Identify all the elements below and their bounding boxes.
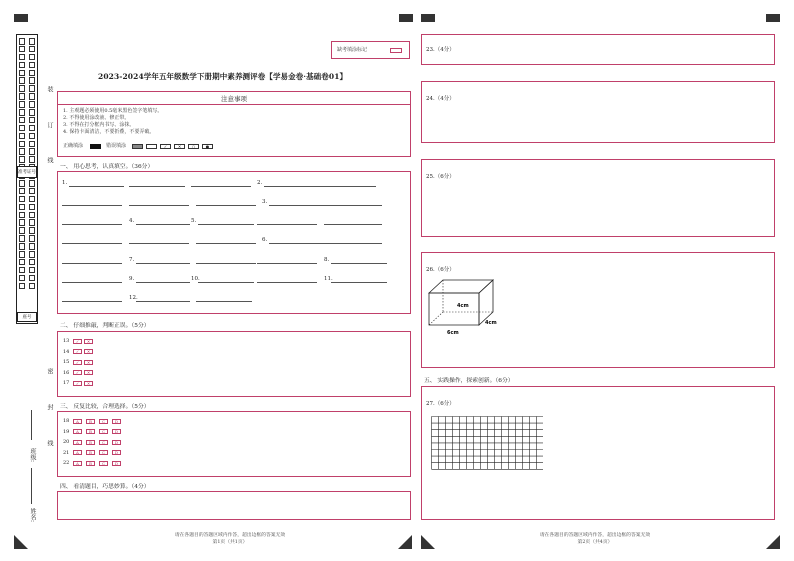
choice-option-box[interactable]: A	[73, 440, 82, 445]
exam-id-cell[interactable]	[19, 204, 25, 211]
section2-label: 二、 仔细推敲，判断正误。（5分）	[60, 323, 150, 329]
exam-id-cell[interactable]	[19, 38, 25, 45]
q23-label: 23.（4分）	[426, 47, 455, 53]
binding-char-2: 订	[46, 122, 53, 128]
notice-item-3: 3. 不得在打分框内书写、涂抹。	[63, 122, 135, 128]
choice-row	[63, 429, 125, 435]
true-false-row	[63, 349, 95, 355]
choice-option-box[interactable]: C	[99, 429, 108, 434]
exam-id-cell[interactable]	[19, 275, 25, 282]
left-footer-page: 第1页（共1页）	[212, 540, 248, 545]
fill-blank-number: 7.	[129, 257, 135, 263]
q24-label: 24.（4分）	[426, 96, 455, 102]
fill-correct-sample	[90, 144, 101, 149]
fill-blank-line[interactable]	[257, 263, 317, 264]
section1-answer-box	[57, 171, 411, 314]
registration-triangle-bottom-mid-left	[398, 535, 412, 549]
choice-option-box[interactable]: C	[99, 419, 108, 424]
fill-correct-label: 正确填涂	[63, 143, 84, 149]
cuboid-side-face	[479, 280, 493, 325]
fill-blank-line[interactable]	[318, 186, 376, 187]
fill-blank-line[interactable]	[331, 263, 387, 264]
false-option-box[interactable]: ✕	[84, 349, 93, 354]
exam-id-cell[interactable]	[19, 180, 25, 187]
exam-id-cell[interactable]	[29, 62, 35, 69]
section5-label: 五、 实践操作，探索创新。（6分）	[424, 378, 514, 384]
exam-id-cell[interactable]	[29, 267, 35, 274]
choice-option-box[interactable]: B	[86, 440, 95, 445]
absent-mark-checkbox[interactable]	[390, 48, 402, 53]
fill-blank-line[interactable]	[136, 224, 190, 225]
exam-id-cell[interactable]	[19, 77, 25, 84]
choice-option-box[interactable]: A	[73, 461, 82, 466]
choice-option-box[interactable]: D	[112, 461, 121, 466]
fill-blank-line[interactable]	[129, 243, 189, 244]
exam-id-cell[interactable]	[19, 235, 25, 242]
exam-id-cell[interactable]	[19, 188, 25, 195]
question-number: 16	[63, 369, 70, 376]
true-false-row	[63, 380, 95, 386]
registration-mark-top-mid-left	[399, 14, 413, 22]
q26-label: 26.（6分）	[426, 267, 455, 273]
q26-answer-box[interactable]	[421, 252, 775, 368]
true-option-box[interactable]: ✓	[73, 339, 82, 344]
fill-blank-number: 8.	[324, 257, 330, 263]
true-option-box[interactable]: ✓	[73, 370, 82, 375]
true-false-row	[63, 359, 95, 365]
exam-id-cell[interactable]	[19, 93, 25, 100]
notice-title: 注意事项	[221, 95, 247, 103]
cuboid-top-face	[429, 280, 493, 293]
true-option-box[interactable]: ✓	[73, 349, 82, 354]
q24-answer-box[interactable]	[421, 81, 775, 143]
square-grid[interactable]	[431, 416, 543, 470]
registration-mark-top-left	[14, 14, 28, 22]
question-number: 17	[63, 380, 70, 386]
fill-blank-number: 6.	[262, 237, 268, 243]
exam-id-cell[interactable]	[29, 156, 35, 163]
exam-id-cell[interactable]	[19, 85, 25, 92]
q25-label: 25.（6分）	[426, 174, 455, 180]
fill-blank-line[interactable]	[196, 263, 256, 264]
fill-wrong-sample-5: ○	[188, 144, 199, 149]
q25-answer-box[interactable]	[421, 159, 775, 237]
question-number: 14	[63, 348, 70, 355]
seat-label-box: 座号	[17, 312, 37, 322]
section1-label: 一、 用心思考，认真填空。（36分）	[60, 164, 154, 170]
fill-wrong-sample-3: ✓	[160, 144, 171, 149]
section4-answer-box[interactable]	[57, 491, 411, 520]
fill-blank-line[interactable]	[196, 301, 252, 302]
binding-char-1: 装	[46, 86, 53, 92]
exam-id-cell[interactable]	[19, 117, 25, 124]
choice-row	[63, 439, 125, 445]
choice-option-box[interactable]: B	[86, 419, 95, 424]
choice-row	[63, 460, 125, 466]
cuboid-label-length: 6cm	[447, 330, 459, 336]
cuboid-hidden-edge-depth	[429, 312, 443, 325]
exam-id-cell[interactable]	[19, 227, 25, 234]
exam-id-cell[interactable]	[19, 251, 25, 258]
fill-blank-line[interactable]	[136, 263, 190, 264]
fill-blank-line[interactable]	[269, 205, 325, 206]
cuboid-figure	[427, 277, 507, 337]
q23-answer-box[interactable]	[421, 34, 775, 65]
exam-id-cell[interactable]	[19, 109, 25, 116]
seal-char-3: 线	[46, 440, 53, 446]
right-footer-notice: 请在各题目的答题区域内作答，超出边框的答案无效	[539, 533, 651, 538]
q27-label: 27.（6分）	[426, 401, 455, 407]
exam-id-cell[interactable]	[29, 148, 35, 155]
fill-blank-line[interactable]	[69, 186, 124, 187]
cuboid-label-height: 4cm	[457, 303, 469, 309]
fill-blank-number: 9.	[129, 276, 135, 282]
choice-option-box[interactable]: A	[73, 419, 82, 424]
fill-blank-line[interactable]	[196, 205, 256, 206]
exam-no-label-box: 准考证号	[17, 166, 37, 178]
fill-blank-number: 5.	[191, 218, 197, 224]
right-footer	[505, 532, 685, 546]
section3-answer-box	[57, 411, 411, 477]
registration-mark-top-mid-right	[421, 14, 435, 22]
seal-char-1: 密	[46, 368, 53, 374]
notice-item-4: 4. 保持卡面清洁，不要折叠，不要弄破。	[63, 129, 155, 135]
choice-option-box[interactable]: B	[86, 450, 95, 455]
cuboid-label-depth: 4cm	[485, 320, 497, 326]
exam-id-cell[interactable]	[29, 227, 35, 234]
fill-blank-line[interactable]	[324, 205, 382, 206]
exam-id-cell[interactable]	[19, 196, 25, 203]
name-blank-line[interactable]	[31, 468, 32, 504]
cuboid-front-face	[429, 293, 479, 325]
fill-blank-number: 1.	[62, 180, 68, 186]
exam-id-cell[interactable]	[29, 251, 35, 258]
choice-option-box[interactable]: D	[112, 429, 121, 434]
fill-blank-line[interactable]	[196, 243, 256, 244]
exam-id-cell[interactable]	[29, 77, 35, 84]
exam-id-cell[interactable]	[29, 188, 35, 195]
false-option-box[interactable]: ✕	[84, 381, 93, 386]
fill-wrong-sample-4: ✕	[174, 144, 185, 149]
fill-blank-line[interactable]	[62, 224, 122, 225]
notice-item-1: 1. 主观题必须使用0.5毫米黑色签字笔填写。	[63, 108, 163, 114]
exam-id-cell[interactable]	[29, 93, 35, 100]
registration-triangle-bottom-left	[14, 535, 28, 549]
fill-blank-line[interactable]	[62, 282, 122, 283]
registration-triangle-bottom-mid-right	[421, 535, 435, 549]
fill-wrong-sample-6: ●	[202, 144, 213, 149]
exam-id-cell[interactable]	[29, 70, 35, 77]
exam-id-cell[interactable]	[19, 243, 25, 250]
fill-blank-line[interactable]	[198, 224, 254, 225]
question-number: 19	[63, 428, 70, 435]
class-blank-line[interactable]	[31, 410, 32, 440]
choice-option-box[interactable]: B	[86, 429, 95, 434]
right-footer-page: 第2页（共4页）	[577, 540, 613, 545]
absent-mark-box[interactable]	[331, 41, 410, 59]
choice-option-box[interactable]: D	[112, 440, 121, 445]
fill-blank-number: 11.	[324, 276, 333, 282]
fill-blank-line[interactable]	[62, 205, 122, 206]
registration-mark-top-right	[766, 14, 780, 22]
choice-row	[63, 450, 125, 456]
question-number: 22	[63, 460, 70, 466]
left-footer	[140, 532, 320, 546]
question-number: 21	[63, 449, 70, 456]
exam-id-cell[interactable]	[19, 54, 25, 61]
exam-id-cell[interactable]	[29, 117, 35, 124]
fill-blank-line[interactable]	[257, 282, 317, 283]
choice-option-box[interactable]: D	[112, 450, 121, 455]
exam-id-cell[interactable]	[19, 283, 25, 290]
fill-wrong-label: 错误填涂	[106, 143, 127, 149]
exam-id-cell[interactable]	[29, 235, 35, 242]
exam-id-cell[interactable]	[29, 243, 35, 250]
fill-blank-number: 12.	[129, 295, 138, 301]
exam-id-grid[interactable]	[16, 34, 38, 324]
choice-option-box[interactable]: C	[99, 461, 108, 466]
exam-id-cell[interactable]	[19, 267, 25, 274]
seal-char-2: 封	[46, 404, 53, 410]
exam-id-cell[interactable]	[29, 196, 35, 203]
fill-blank-number: 2.	[257, 180, 263, 186]
name-label: 姓名:	[29, 508, 36, 523]
fill-blank-line[interactable]	[264, 186, 319, 187]
fill-blank-line[interactable]	[129, 205, 189, 206]
false-option-box[interactable]: ✕	[84, 370, 93, 375]
exam-id-cell[interactable]	[29, 259, 35, 266]
choice-option-box[interactable]: C	[99, 450, 108, 455]
binding-char-3: 线	[46, 157, 53, 163]
exam-id-cell[interactable]	[19, 70, 25, 77]
true-option-box[interactable]: ✓	[73, 381, 82, 386]
notice-box	[57, 91, 411, 157]
exam-id-cell[interactable]	[29, 109, 35, 116]
true-false-row	[63, 370, 95, 376]
fill-blank-line[interactable]	[62, 243, 122, 244]
page-title: 2023-2024学年五年级数学下册期中素养测评卷【学易金卷·基础卷01】	[98, 72, 348, 81]
true-false-row	[63, 338, 95, 344]
exam-id-cell[interactable]	[19, 46, 25, 53]
fill-blank-line[interactable]	[136, 282, 190, 283]
exam-id-cell[interactable]	[19, 212, 25, 219]
exam-id-cell[interactable]	[29, 38, 35, 45]
exam-id-cell[interactable]	[19, 259, 25, 266]
exam-id-cell[interactable]	[19, 125, 25, 132]
question-number: 20	[63, 439, 70, 445]
section2-answer-box	[57, 331, 411, 397]
exam-id-cell[interactable]	[29, 141, 35, 148]
exam-id-cell[interactable]	[19, 156, 25, 163]
exam-id-cell[interactable]	[29, 46, 35, 53]
fill-blank-line[interactable]	[129, 186, 185, 187]
notice-item-2: 2. 不得使用涂改液、修正带。	[63, 115, 130, 121]
false-option-box[interactable]: ✕	[84, 339, 93, 344]
fill-blank-number: 10.	[191, 276, 200, 282]
exam-id-cell[interactable]	[29, 212, 35, 219]
true-option-box[interactable]: ✓	[73, 360, 82, 365]
notice-divider	[58, 104, 410, 105]
choice-row	[63, 418, 125, 424]
question-number: 18	[63, 418, 70, 424]
exam-id-cell[interactable]	[19, 148, 25, 155]
fill-blank-line[interactable]	[324, 243, 382, 244]
fill-blank-number: 3.	[262, 199, 268, 205]
fill-wrong-sample-2	[146, 144, 157, 149]
fill-blank-line[interactable]	[331, 282, 387, 283]
fill-wrong-sample-1	[132, 144, 143, 149]
fill-blank-line[interactable]	[257, 224, 317, 225]
exam-id-cell[interactable]	[29, 54, 35, 61]
choice-option-box[interactable]: B	[86, 461, 95, 466]
fill-blank-line[interactable]	[62, 263, 122, 264]
exam-id-cell[interactable]	[29, 283, 35, 290]
exam-id-cell[interactable]	[19, 62, 25, 69]
left-footer-notice: 请在各题目的答题区域内作答，超出边框的答案无效	[174, 533, 286, 538]
exam-id-cell[interactable]	[29, 180, 35, 187]
question-number: 13	[63, 338, 70, 344]
exam-id-cell[interactable]	[19, 133, 25, 140]
exam-id-cell[interactable]	[29, 219, 35, 226]
exam-id-cell[interactable]	[19, 101, 25, 108]
exam-id-cell[interactable]	[29, 133, 35, 140]
exam-id-cell[interactable]	[19, 219, 25, 226]
absent-mark-label: 缺考填涂标记	[337, 47, 368, 53]
registration-triangle-bottom-right	[766, 535, 780, 549]
exam-id-cell[interactable]	[29, 85, 35, 92]
choice-option-box[interactable]: D	[112, 419, 121, 424]
exam-id-cell[interactable]	[29, 101, 35, 108]
exam-id-cell[interactable]	[29, 275, 35, 282]
fill-blank-number: 4.	[129, 218, 135, 224]
exam-id-cell[interactable]	[29, 125, 35, 132]
choice-option-box[interactable]: A	[73, 429, 82, 434]
choice-option-box[interactable]: A	[73, 450, 82, 455]
section3-label: 三、 反复比较，合理选择。（5分）	[60, 404, 150, 410]
fill-blank-line[interactable]	[198, 282, 254, 283]
fill-blank-line[interactable]	[269, 243, 325, 244]
question-number: 15	[63, 359, 70, 365]
choice-option-box[interactable]: C	[99, 440, 108, 445]
exam-id-cell[interactable]	[29, 204, 35, 211]
section4-label: 四、 看清题目，巧思妙算。（4分）	[60, 484, 150, 490]
fill-blank-line[interactable]	[62, 301, 122, 302]
fill-blank-line[interactable]	[191, 186, 251, 187]
exam-id-cell[interactable]	[19, 141, 25, 148]
fill-blank-line[interactable]	[136, 301, 190, 302]
false-option-box[interactable]: ✕	[84, 360, 93, 365]
q27-answer-box[interactable]	[421, 386, 775, 520]
fill-blank-line[interactable]	[324, 224, 382, 225]
class-label: 班级:	[29, 448, 36, 463]
